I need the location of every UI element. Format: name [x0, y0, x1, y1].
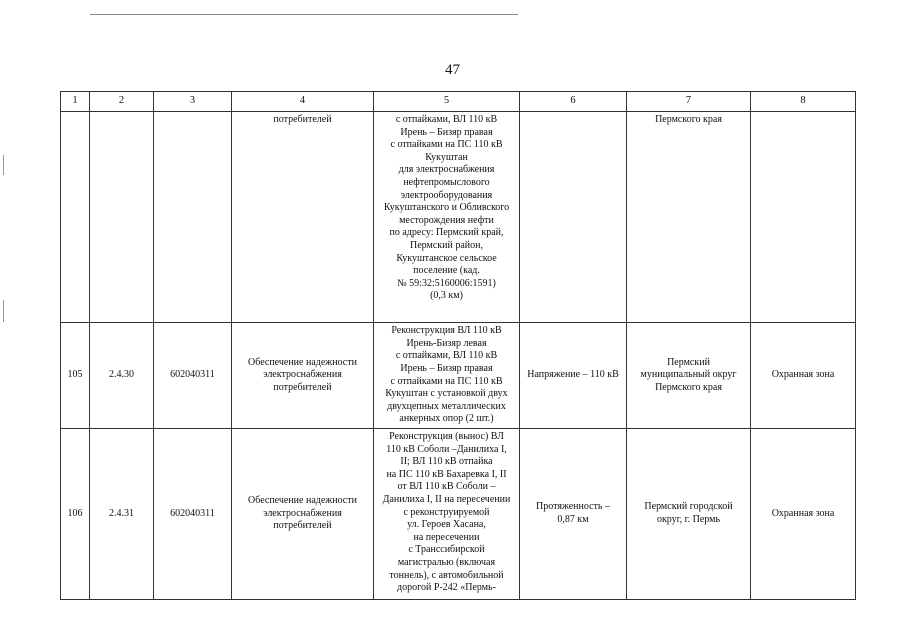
characteristics-cell: Напряжение – 110 кВ [520, 323, 627, 429]
column-header: 8 [751, 92, 856, 112]
code-cell: 2.4.31 [90, 429, 154, 600]
zone-cell: Охранная зона [751, 323, 856, 429]
column-header: 1 [61, 92, 90, 112]
table-header-row [61, 92, 856, 112]
location-cell: Пермский муниципальный округ Пермского края [627, 323, 751, 429]
column-header: 3 [154, 92, 232, 112]
purpose-cell: Обеспечение надежности электроснабжения потребителей [232, 429, 374, 600]
description-cell: Реконструкция ВЛ 110 кВ Ирень-Бизяр левая с отпайками, ВЛ 110 кВ Ирень – Бизяр правая с отпайками на ПС 110 кВ Кукуштан с установкой двух двухцепных металлических анкерных опор (2 шт.) [374, 323, 520, 429]
scan-margin-mark [3, 300, 4, 322]
scan-margin-mark [3, 155, 4, 175]
description-cell: Реконструкция (вынос) ВЛ 110 кВ Соболи –Данилиха I, II; ВЛ 110 кВ отпайка на ПС 110 кВ Бахаревка I, II от ВЛ 110 кВ Соболи – Данилиха I, II на пересечении с реконструируемой ул. Героев Хасана, на пересечении с Транссибирской магистралью (включая тоннель), с автомобильной дорогой Р-242 «Пермь- [374, 429, 520, 600]
page-number: 47 [445, 62, 460, 78]
column-header: 5 [374, 92, 520, 112]
purpose-cell: Обеспечение надежности электроснабжения потребителей [232, 323, 374, 429]
row-number-cell: 106 [61, 429, 90, 600]
description-cell: с отпайками, ВЛ 110 кВ Ирень – Бизяр правая с отпайками на ПС 110 кВ Кукуштан для электроснабжения нефтепромыслового электрооборудования Кукуштанского и Обливского месторождения нефти по адресу: Пермский край, Пермский район, Кукуштанское сельское поселение (кад. № 59:32:5160006:1591) (0,3 км) [374, 112, 520, 323]
zone-cell [751, 112, 856, 323]
scan-top-line [90, 14, 518, 15]
column-header: 7 [627, 92, 751, 112]
row-number-cell: 105 [61, 323, 90, 429]
location-cell: Пермского края [627, 112, 751, 323]
code-cell: 2.4.30 [90, 323, 154, 429]
location-cell: Пермский городской округ, г. Пермь [627, 429, 751, 600]
zone-cell: Охранная зона [751, 429, 856, 600]
characteristics-cell: Протяженность – 0,87 км [520, 429, 627, 600]
characteristics-cell [520, 112, 627, 323]
table-row [61, 323, 856, 429]
row-number-cell [61, 112, 90, 323]
table-row [61, 112, 856, 323]
column-header: 6 [520, 92, 627, 112]
table-row [61, 429, 856, 600]
column-header: 4 [232, 92, 374, 112]
purpose-cell: потребителей [232, 112, 374, 323]
column-header: 2 [90, 92, 154, 112]
code-cell [90, 112, 154, 323]
document-table [60, 91, 856, 600]
id-cell: 602040311 [154, 323, 232, 429]
id-cell [154, 112, 232, 323]
id-cell: 602040311 [154, 429, 232, 600]
